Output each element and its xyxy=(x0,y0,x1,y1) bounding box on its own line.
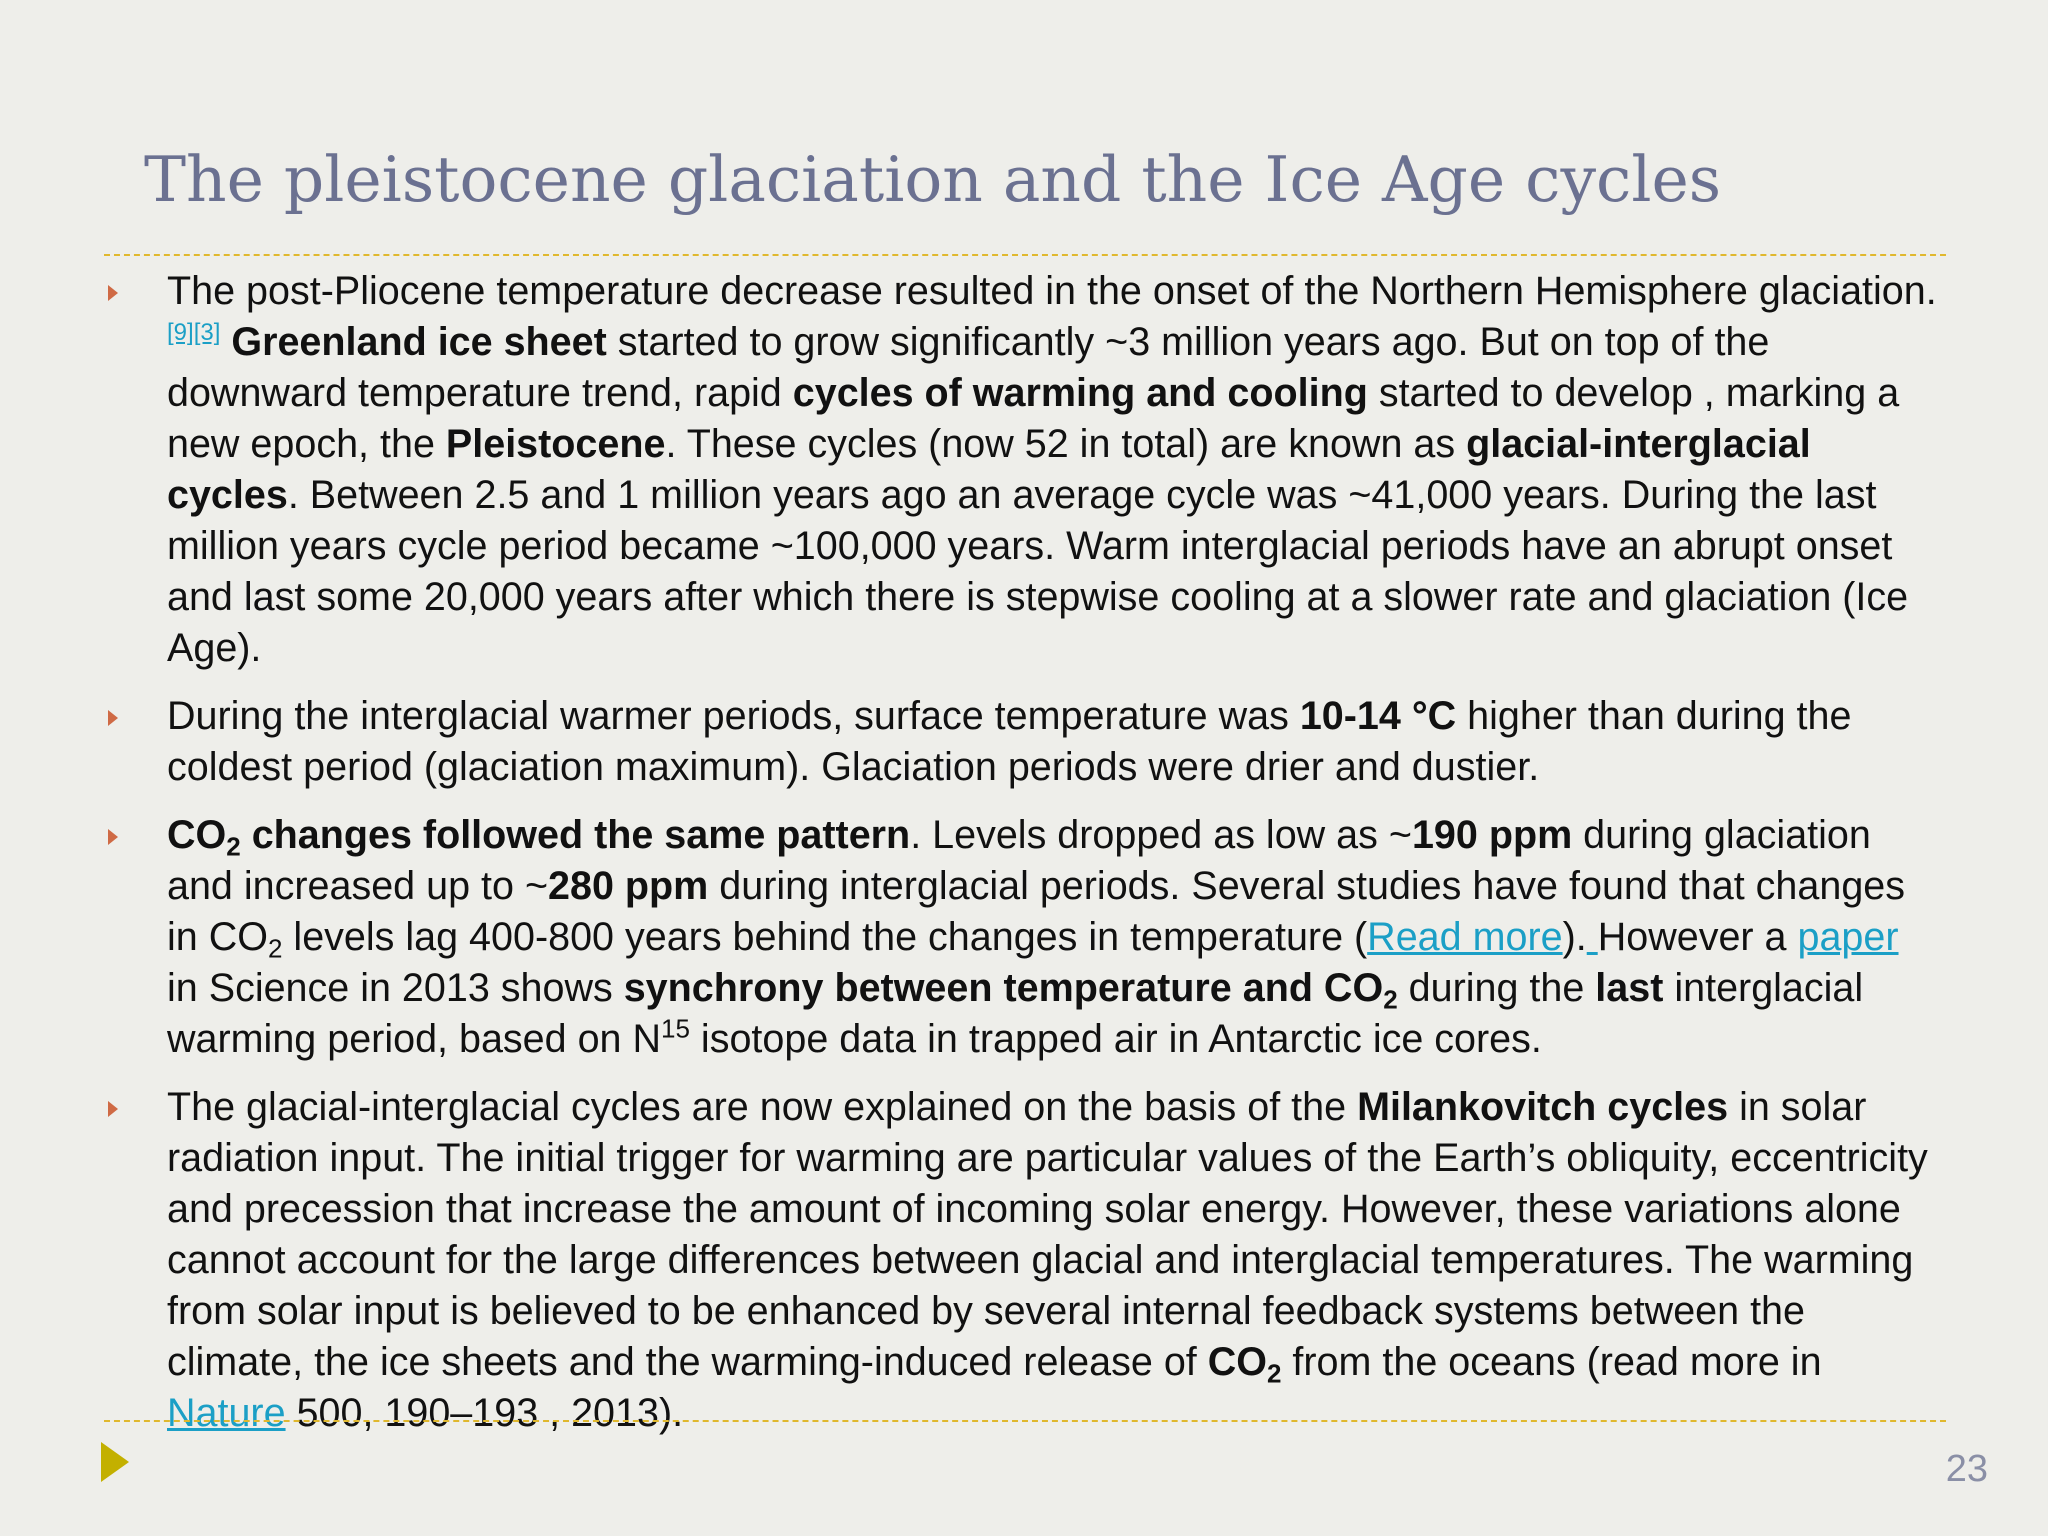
bold-term: cycles of warming and cooling xyxy=(792,371,1368,415)
triangle-bullet-icon xyxy=(108,829,118,845)
bullet-item xyxy=(108,691,1938,793)
bold-phrase: synchrony between temperature and CO xyxy=(623,966,1384,1010)
superscript: 15 xyxy=(661,1013,690,1044)
bullet-text: in Science in 2013 shows xyxy=(167,966,624,1010)
triangle-bullet-icon xyxy=(108,710,118,726)
bullet-text: levels lag 400-800 years behind the changes in temperature ( xyxy=(282,915,1368,959)
subscript: 2 xyxy=(267,933,283,964)
bullet-text: . Between 2.5 and 1 million years ago an average cycle was ~41,000 years. During the last million years cycle period became ~100,000 years. Warm interglacial periods have an abrupt onset and last some 20,000 years after which there is stepwise cooling at a slower rate and glaciation (Ice Age). xyxy=(167,473,1909,670)
nature-link[interactable]: Nature xyxy=(167,1391,286,1435)
read-more-link-space[interactable] xyxy=(1587,915,1598,959)
read-more-link[interactable]: Read more xyxy=(1367,915,1563,959)
bullet-text: During the interglacial warmer periods, surface temperature was xyxy=(167,694,1300,738)
bullet-item xyxy=(108,810,1938,1065)
bullet-text: started to grow significantly ~3 million years ago. But on top of the downward temperature trend, rapid xyxy=(167,320,1770,415)
bullet-text: started to develop , marking a new epoch, the xyxy=(167,371,1900,466)
bullet-text: in solar radiation input. The initial trigger for warming are particular values of the Earth’s obliquity, eccentricity and precession that increase the amount of incoming solar energy. However, these variations alone cannot account for the large differences between glacial and interglacial temperatures. The warming from solar input is believed to be enhanced by several internal feedback systems between the climate, the ice sheets and the warming-induced release of xyxy=(167,1085,1928,1384)
co2-formula: CO xyxy=(1207,1340,1267,1384)
bold-term xyxy=(167,813,911,862)
bullet-text: However a xyxy=(1597,915,1798,959)
title-divider xyxy=(104,254,1946,256)
citation-link[interactable]: [3] xyxy=(193,319,221,347)
co2-formula: CO xyxy=(167,813,227,857)
bullet-item xyxy=(108,1082,1938,1439)
bullet-text: isotope data in trapped air in Antarctic ice cores. xyxy=(689,1017,1542,1061)
bold-term: last xyxy=(1595,966,1664,1010)
bold-term: 280 ppm xyxy=(548,864,709,908)
bullet-text: 500, 190–193 , 2013). xyxy=(285,1391,684,1435)
bullet-text: . Levels dropped as low as ~ xyxy=(910,813,1412,857)
bold-term: Milankovitch cycles xyxy=(1357,1085,1729,1129)
bullet-text: The post-Pliocene temperature decrease resulted in the onset of the Northern Hemisphere glaciation. xyxy=(167,269,1937,313)
citation-link[interactable]: [9] xyxy=(167,319,194,347)
bullet-item xyxy=(108,266,1938,674)
footer-triangle-icon xyxy=(101,1442,129,1482)
bold-term xyxy=(623,966,1398,1015)
bold-term: Greenland ice sheet xyxy=(231,320,607,364)
paper-link[interactable]: paper xyxy=(1797,915,1899,959)
bold-term xyxy=(1207,1340,1282,1389)
page-number: 23 xyxy=(1945,1448,1988,1490)
bold-phrase: changes followed the same pattern xyxy=(240,813,911,857)
bullet-text: higher than during the coldest period (glaciation maximum). Glaciation periods were drier and dustier. xyxy=(167,694,1852,789)
bullet-text: from the oceans (read more in xyxy=(1281,1340,1822,1384)
triangle-bullet-icon xyxy=(108,285,118,301)
bullet-text: during the xyxy=(1397,966,1596,1010)
bullet-text: . These cycles (now 52 in total) are known as xyxy=(665,422,1467,466)
bullet-text: ). xyxy=(1562,915,1587,959)
slide-body xyxy=(108,266,1938,1456)
bullet-text: during interglacial periods. Several studies have found that changes in CO xyxy=(167,864,1906,959)
bullet-text: during glaciation and increased up to ~ xyxy=(167,813,1871,908)
subscript: 2 xyxy=(1266,1358,1282,1389)
slide-title: The pleistocene glaciation and the Ice Age cycles xyxy=(144,143,1722,216)
triangle-bullet-icon xyxy=(108,1101,118,1117)
bullet-text: The glacial-interglacial cycles are now explained on the basis of the xyxy=(167,1085,1358,1129)
bullet-text: interglacial warming period, based on N xyxy=(167,966,1864,1061)
bold-term: glacial-interglacial cycles xyxy=(167,422,1811,517)
bold-term: Pleistocene xyxy=(445,422,666,466)
footer-divider xyxy=(104,1420,1946,1422)
bold-term: 190 ppm xyxy=(1411,813,1573,857)
subscript: 2 xyxy=(1383,984,1398,1015)
subscript: 2 xyxy=(226,831,241,862)
bold-term: 10-14 °C xyxy=(1299,694,1457,738)
